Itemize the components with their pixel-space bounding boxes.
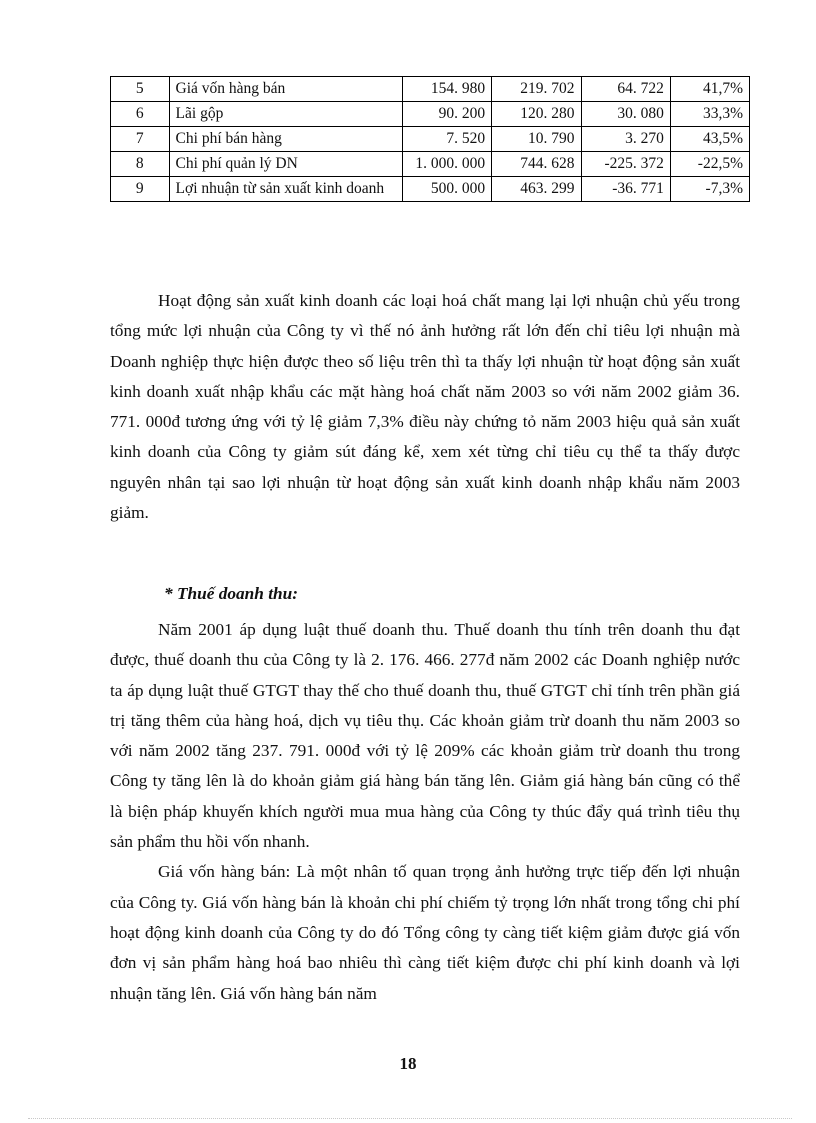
table-cell-y2002: 90. 200 [402,102,491,127]
table-cell-pct: -22,5% [670,152,749,177]
financial-table [110,76,750,202]
table-cell-name: Giá vốn hàng bán [169,77,402,102]
section-heading-revenue-tax: * Thuế doanh thu: [164,584,298,603]
table-cell-y2003: 219. 702 [492,77,581,102]
table-cell-y2002: 7. 520 [402,127,491,152]
table-row [111,177,750,202]
table-row [111,127,750,152]
table-cell-y2003: 120. 280 [492,102,581,127]
paragraph-profit-analysis [110,286,740,528]
table-cell-name: Chi phí quản lý DN [169,152,402,177]
paragraph-revenue-tax [110,615,740,1009]
table-cell-diff: -36. 771 [581,177,670,202]
footer-divider [28,1118,792,1119]
table-cell-diff: 3. 270 [581,127,670,152]
table-cell-diff: 64. 722 [581,77,670,102]
table-cell-stt: 6 [111,102,170,127]
table-row [111,102,750,127]
table-row [111,152,750,177]
paragraph-1-text: Hoạt động sản xuất kinh doanh các loại hoá chất mang lại lợi nhuận chủ yếu trong tổng mức lợi nhuận của Công ty vì thế nó ảnh hưởng rất lớn đến chỉ tiêu lợi nhuận mà Doanh nghiệp thực hiện được theo số liệu trên thì ta thấy lợi nhuận từ hoạt động sản xuất kinh doanh xuất nhập khẩu các mặt hàng hoá chất năm 2003 so với năm 2002 giảm 36. 771. 000đ tương ứng với tỷ lệ giảm 7,3% điều này chứng tỏ năm 2003 hiệu quả sản xuất kinh doanh của Công ty giảm sút đáng kể, xem xét từng chỉ tiêu cụ thể ta thấy được nguyên nhân tại sao lợi nhuận từ hoạt động sản xuất kinh doanh nhập khẩu năm 2003 giảm. [110,291,740,523]
table-cell-stt: 8 [111,152,170,177]
table-cell-stt: 7 [111,127,170,152]
table-cell-y2002: 154. 980 [402,77,491,102]
table-cell-y2003: 744. 628 [492,152,581,177]
table-cell-pct: -7,3% [670,177,749,202]
paragraph-3-text: Giá vốn hàng bán: Là một nhân tố quan trọng ảnh hưởng trực tiếp đến lợi nhuận của Công ty. Giá vốn hàng bán là khoản chi phí chiếm tỷ trọng lớn nhất trong tổng chi phí hoạt động kinh doanh của Công ty do đó Tổng công ty càng tiết kiệm giảm được giá vốn đơn vị sản phẩm hàng hoá bao nhiêu thì càng tiết kiệm được chi phí kinh doanh và lợi nhuận tăng lên. Giá vốn hàng bán năm [110,862,740,1003]
financial-table-body [111,77,750,202]
table-cell-pct: 41,7% [670,77,749,102]
table-cell-name: Chi phí bán hàng [169,127,402,152]
table-cell-y2003: 10. 790 [492,127,581,152]
table-cell-stt: 5 [111,77,170,102]
table-cell-y2002: 1. 000. 000 [402,152,491,177]
page-number: 18 [399,1054,417,1073]
table-row [111,77,750,102]
paragraph-2-text: Năm 2001 áp dụng luật thuế doanh thu. Thuế doanh thu tính trên doanh thu đạt được, thuế doanh thu của Công ty là 2. 176. 466. 277đ năm 2002 các Doanh nghiệp nước ta áp dụng luật thuế GTGT thay thế cho thuế doanh thu, thuế GTGT chỉ tính trên phần giá trị tăng thêm của hàng hoá, dịch vụ tiêu thụ. Các khoản giảm trừ doanh thu năm 2003 so với năm 2002 tăng 237. 791. 000đ với tỷ lệ 209% các khoản giảm trừ doanh thu trong Công ty tăng lên là do khoản giảm giá hàng bán tăng lên. Giảm giá hàng bán cũng có thể là biện pháp khuyến khích người mua mua hàng của Công ty thúc đẩy quá trình tiêu thụ sản phẩm thu hồi vốn nhanh. [110,620,740,852]
table-cell-name: Lãi gộp [169,102,402,127]
table-cell-y2002: 500. 000 [402,177,491,202]
table-cell-pct: 33,3% [670,102,749,127]
table-cell-diff: -225. 372 [581,152,670,177]
table-cell-stt: 9 [111,177,170,202]
table-cell-name: Lợi nhuận từ sản xuất kinh doanh [169,177,402,202]
table-cell-diff: 30. 080 [581,102,670,127]
table-cell-y2003: 463. 299 [492,177,581,202]
table-cell-pct: 43,5% [670,127,749,152]
